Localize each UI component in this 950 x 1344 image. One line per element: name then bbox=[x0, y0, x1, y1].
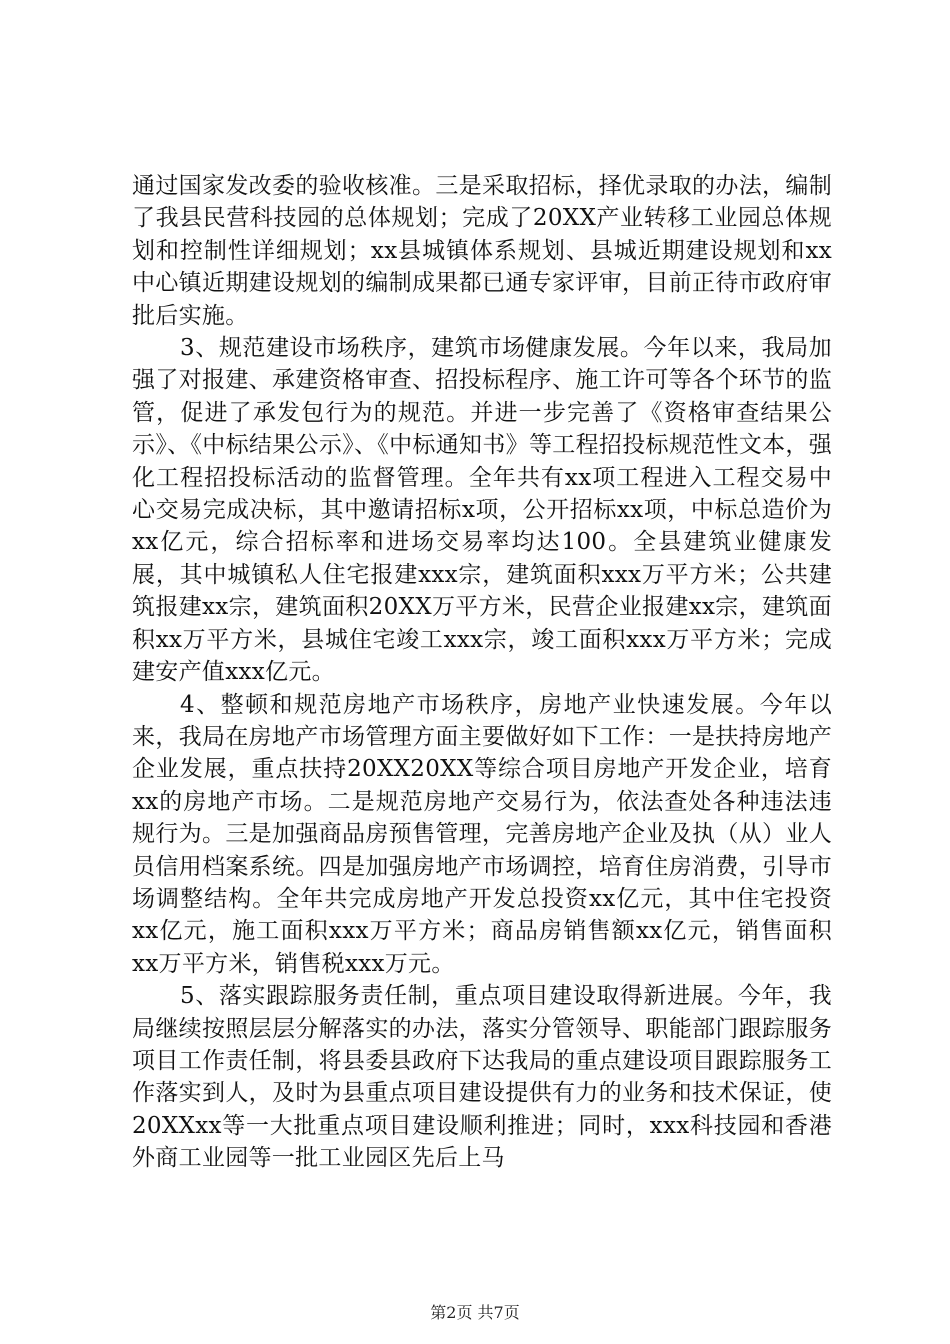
paragraph-2: 3、规范建设市场秩序，建筑市场健康发展。今年以来，我局加强了对报建、承建资格审查、招投标程序、施工许可等各个环节的监管，促进了承发包行为的规范。并进一步完善了《资格审查结果公示》、《中标结果公示》、《中标通知书》等工程招投标规范性文本，强化工程招投标活动的监督管理。全年共有xx项工程进入工程交易中心交易完成决标，其中邀请招标x项，公开招标xx项，中标总造价为xx亿元，综合招标率和进场交易率均达100。全县建筑业健康发展，其中城镇私人住宅报建xxx宗，建筑面积xxx万平方米；公共建筑报建xx宗，建筑面积20XX万平方米，民营企业报建xx宗，建筑面积xx万平方米，县城住宅竣工xxx宗，竣工面积xxx万平方米；完成建安产值xxx亿元。 bbox=[132, 335, 832, 686]
page-footer bbox=[0, 1300, 950, 1323]
page-number-label: 第2页 共7页 bbox=[430, 1303, 520, 1322]
paragraph-3: 4、整顿和规范房地产市场秩序，房地产业快速发展。今年以来，我局在房地产市场管理方面主要做好如下工作：一是扶持房地产企业发展，重点扶持20XX20XX等综合项目房地产开发企业，培育xx的房地产市场。二是规范房地产交易行为，依法查处各种违法违规行为。三是加强商品房预售管理，完善房地产企业及执（从）业人员信用档案系统。四是加强房地产市场调控，培育住房消费，引导市场调整结构。全年共完成房地产开发总投资xx亿元，其中住宅投资xx亿元，施工面积xxx万平方米；商品房销售额xx亿元，销售面积xx万平方米，销售税xxx万元。 bbox=[132, 691, 832, 977]
paragraph-1: 通过国家发改委的验收核准。三是采取招标，择优录取的办法，编制了我县民营科技园的总体规划；完成了20XX产业转移工业园总体规划和控制性详细规划；xx县城镇体系规划、县城近期建设规划和xx中心镇近期建设规划的编制成果都已通专家评审，目前正待市政府审批后实施。 bbox=[132, 173, 832, 329]
paragraph-4: 5、落实跟踪服务责任制，重点项目建设取得新进展。今年，我局继续按照层层分解落实的办法，落实分管领导、职能部门跟踪服务项目工作责任制，将县委县政府下达我局的重点建设项目跟踪服务工作落实到人，及时为县重点项目建设提供有力的业务和技术保证，使20XXxx等一大批重点项目建设顺利推进；同时，xxx科技园和香港外商工业园等一批工业园区先后上马 bbox=[132, 983, 832, 1172]
document-body bbox=[132, 170, 832, 1175]
